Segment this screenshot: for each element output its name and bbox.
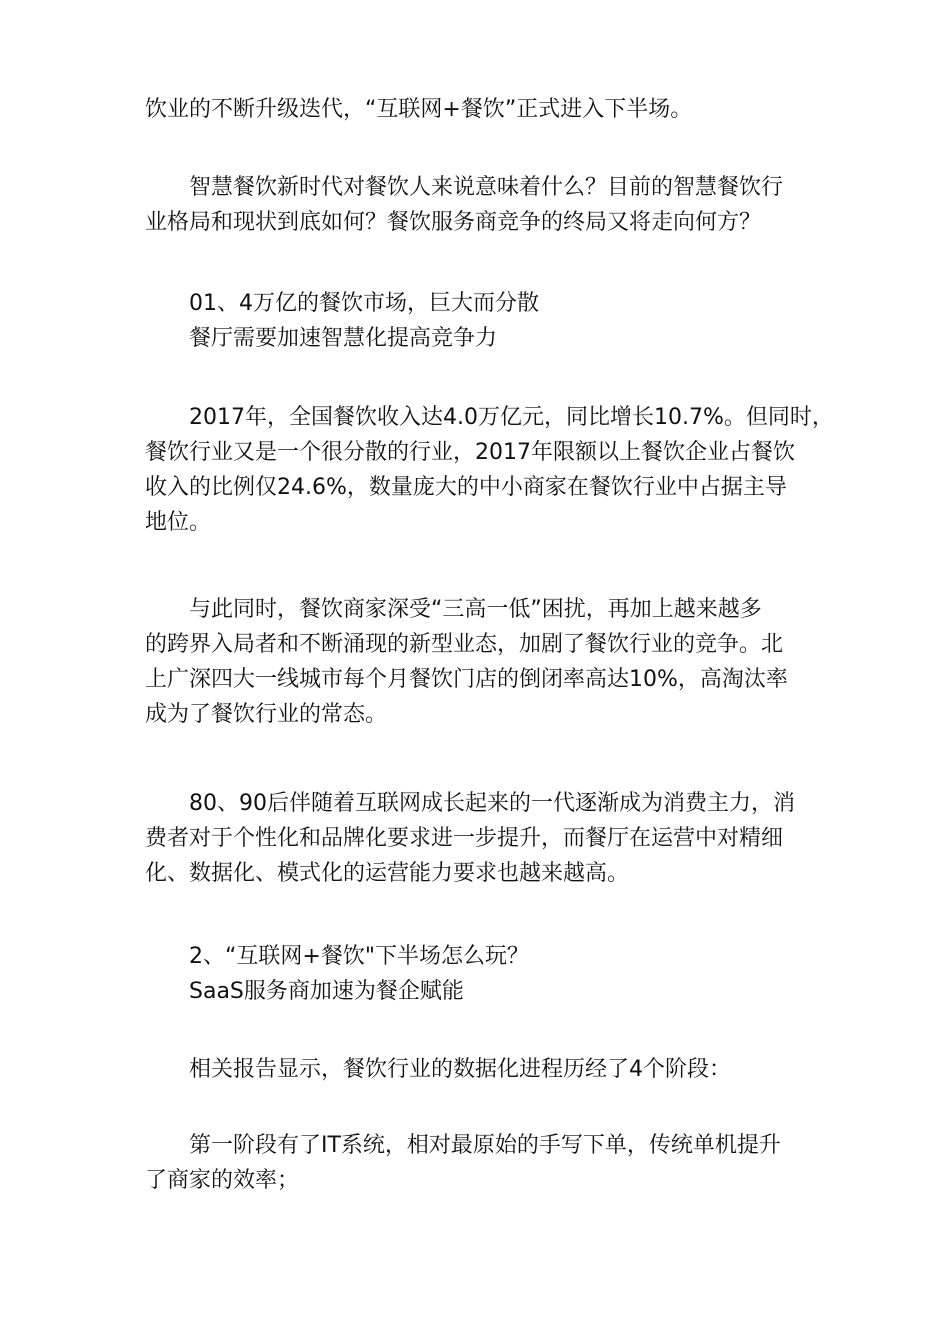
text-line: 了商家的效率； (145, 1168, 300, 1193)
paragraph-report (145, 1052, 845, 1087)
heading-line: 2、“互联网+餐饮"下半场怎么玩？ (189, 944, 529, 969)
heading-line: 01、4万亿的餐饮市场，巨大而分散 (189, 291, 539, 316)
text-line: 智慧餐饮新时代对餐饮人来说意味着什么？目前的智慧餐饮行 (189, 175, 784, 200)
text-line: 饮业的不断升级迭代，“互联网+餐饮”正式进入下半场。 (145, 97, 693, 122)
heading-line: SaaS服务商加速为餐企赋能 (189, 979, 464, 1004)
text-line: 成为了餐饮行业的常态。 (145, 702, 388, 727)
text-line: 2017年，全国餐饮收入达4.0万亿元，同比增长10.7%。但同时， (189, 405, 834, 430)
text-line: 上广深四大一线城市每个月餐饮门店的倒闭率高达10%，高淘汰率 (145, 667, 788, 692)
paragraph-questions (145, 170, 845, 240)
text-line: 与此同时，餐饮商家深受“三高一低”困扰，再加上越来越多 (189, 597, 762, 622)
text-line: 化、数据化、模式化的运营能力要求也越来越高。 (145, 861, 630, 886)
paragraph-consumers (145, 786, 845, 891)
text-line: 的跨界入局者和不断涌现的新型业态，加剧了餐饮行业的竞争。北 (145, 632, 784, 657)
text-line: 费者对于个性化和品牌化要求进一步提升，而餐厅在运营中对精细 (145, 826, 784, 851)
section-heading-1 (145, 286, 845, 356)
heading-line: 餐厅需要加速智慧化提高竞争力 (189, 326, 498, 351)
text-line: 第一阶段有了IT系统，相对最原始的手写下单，传统单机提升 (189, 1133, 781, 1158)
paragraph-market-size (145, 400, 845, 540)
paragraph-competition (145, 592, 845, 732)
text-line: 地位。 (145, 510, 212, 535)
paragraph-stage-one (145, 1128, 845, 1198)
section-heading-2 (145, 939, 845, 1009)
text-line: 餐饮行业又是一个很分散的行业，2017年限额以上餐饮企业占餐饮 (145, 440, 795, 465)
paragraph-intro-tail (145, 92, 845, 127)
text-line: 相关报告显示，餐饮行业的数据化进程历经了4个阶段： (189, 1057, 731, 1082)
text-line: 收入的比例仅24.6%，数量庞大的中小商家在餐饮行业中占据主导 (145, 475, 787, 500)
text-line: 80、90后伴随着互联网成长起来的一代逐渐成为消费主力，消 (189, 791, 795, 816)
text-line: 业格局和现状到底如何？餐饮服务商竞争的终局又将走向何方？ (145, 210, 762, 235)
